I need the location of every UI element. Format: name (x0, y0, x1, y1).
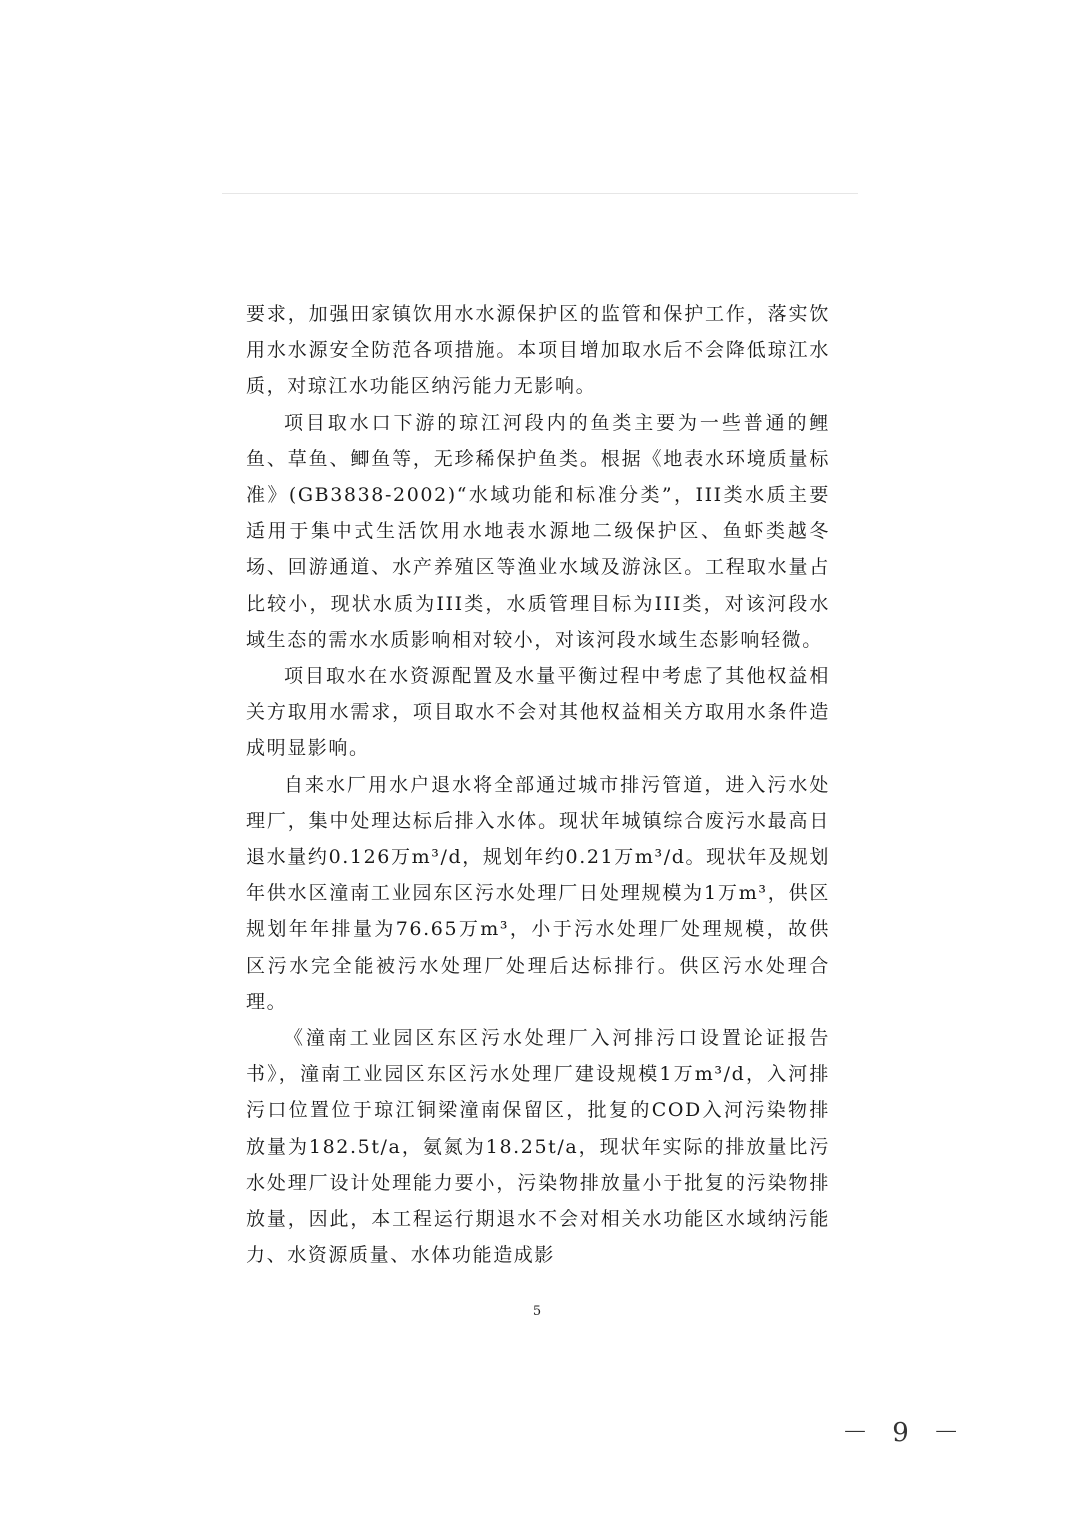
outer-page-number: － 9 － (842, 1418, 968, 1448)
paragraph-4: 自来水厂用水户退水将全部通过城市排污管道，进入污水处理厂，集中处理达标后排入水体。现状年城镇综合废污水最高日退水量约0.126万m³/d，规划年约0.21万m³/d。现状年及规划年供水区潼南工业园东区污水处理厂日处理规模为1万m³，供区规划年年排量为76.65万m³，小于污水处理厂处理规模，故供区污水完全能被污水处理厂处理后达标排行。供区污水处理合理。 (246, 773, 830, 1013)
paragraph-1: 要求，加强田家镇饮用水水源保护区的监管和保护工作，落实饮用水水源安全防范各项措施。本项目增加取水后不会降低琼江水质，对琼江水功能区纳污能力无影响。 (246, 303, 830, 398)
paragraph-5: 《潼南工业园区东区污水处理厂入河排污口设置论证报告书》，潼南工业园区东区污水处理厂建设规模1万m³/d，入河排污口位置位于琼江铜梁潼南保留区，批复的COD入河污染物排放量为182.5t/a，氨氮为18.25t/a，现状年实际的排放量比污水处理厂设计处理能力要小，污染物排放量小于批复的污染物排放量，因此，本工程运行期退水不会对相关水功能区水域纳污能力、水资源质量、水体功能造成影 (246, 1027, 830, 1267)
paragraph-3: 项目取水在水资源配置及水量平衡过程中考虑了其他权益相关方取用水需求，项目取水不会对其他权益相关方取用水条件造成明显影响。 (246, 665, 830, 760)
paragraph-2: 项目取水口下游的琼江河段内的鱼类主要为一些普通的鲤鱼、草鱼、鲫鱼等，无珍稀保护鱼类。根据《地表水环境质量标准》(GB3838-2002)“水域功能和标准分类”，III类水质主要适用于集中式生活饮用水地表水源地二级保护区、鱼虾类越冬场、回游通道、水产养殖区等渔业水域及游泳区。工程取水量占比较小，现状水质为III类，水质管理目标为III类，对该河段水域生态的需水水质影响相对较小，对该河段水域生态影响轻微。 (246, 411, 830, 651)
header-rule (222, 193, 858, 194)
document-body (246, 296, 830, 1273)
inner-page-number: 5 (532, 1304, 542, 1319)
